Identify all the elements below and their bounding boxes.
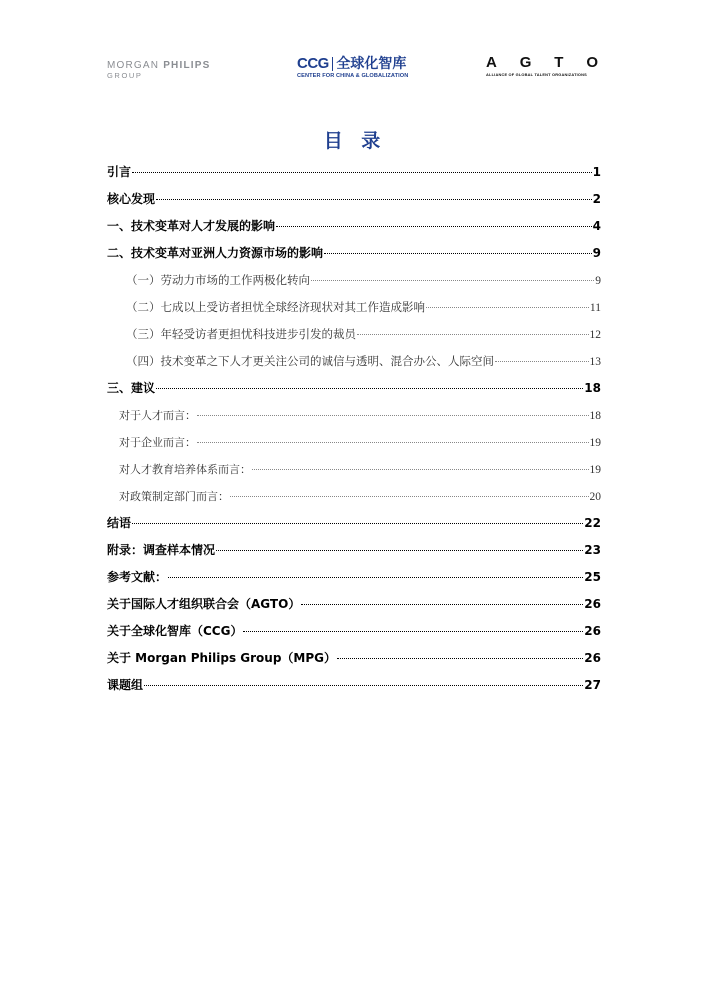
toc-entry-page-number: 9 [595,275,601,287]
toc-entry-label: （二）七成以上受访者担忧全球经济现状对其工作造成影响 [126,300,425,314]
toc-entry-label: 三、建议 [107,381,156,395]
toc-entry-label: 一、技术变革对人才发展的影响 [107,219,276,233]
ccg-logo-english: CENTER FOR CHINA & GLOBALIZATION [297,73,409,79]
toc-entry-page-number: 18 [589,410,601,422]
ccg-logo [297,56,408,80]
ccg-logo-divider [332,57,334,71]
toc-dot-leader [337,658,583,659]
toc-dot-leader [197,442,589,443]
toc-entry-label: 对于人才而言： [119,409,196,422]
toc-entry-label: 关于国际人才组织联合会（AGTO） [107,597,301,611]
toc-entry[interactable] [107,537,601,564]
toc-entry-label: 引言 [107,165,132,179]
agto-logo-fullname: ALLIANCE OF GLOBAL TALENT ORGANIZATIONS [486,72,587,77]
toc-entry-page-number: 12 [589,329,601,341]
toc-dot-leader [495,361,589,362]
toc-entry-page-number: 4 [592,219,601,233]
toc-entry[interactable] [107,510,601,537]
toc-entry[interactable] [107,564,601,591]
toc-entry-page-number: 11 [589,302,601,314]
toc-entry[interactable] [107,240,601,267]
toc-dot-leader [197,415,589,416]
agto-logo-letter: G [519,54,532,71]
toc-entry-page-number: 27 [584,678,601,692]
toc-entry-page-number: 23 [584,543,601,557]
toc-entry-label: 课题组 [107,678,144,692]
toc-entry-label: 关于 Morgan Philips Group（MPG） [107,651,337,665]
ccg-logo-abbr: CCG [297,55,329,72]
toc-dot-leader [132,172,592,173]
toc-entry[interactable] [107,267,601,294]
toc-dot-leader [276,226,592,227]
toc-entry-page-number: 18 [584,381,601,395]
toc-dot-leader [357,334,589,335]
toc-entry-label: 对政策制定部门而言： [119,490,229,503]
toc-entry[interactable] [107,402,601,429]
toc-entry[interactable] [107,321,601,348]
toc-entry-page-number: 20 [589,491,601,503]
header-logos [0,52,710,84]
toc-entry-page-number: 22 [584,516,601,530]
toc-entry-label: 对于企业而言： [119,436,196,449]
morgan-philips-logo [107,61,210,80]
toc-dot-leader [156,199,592,200]
toc-entry-label: 对人才教育培养体系而言： [119,463,251,476]
toc-dot-leader [426,307,589,308]
toc-entry-label: 附录：调查样本情况 [107,543,216,557]
toc-entry-label: 关于全球化智库（CCG） [107,624,243,638]
toc-entry-page-number: 19 [589,464,601,476]
mp-logo-word-philips: PHILIPS [163,60,211,71]
mp-logo-word-group: GROUP [107,71,143,80]
toc-entry[interactable] [107,186,601,213]
toc-dot-leader [324,253,592,254]
toc-dot-leader [301,604,583,605]
toc-dot-leader [311,280,594,281]
toc-entry[interactable] [107,618,601,645]
toc-entry[interactable] [107,294,601,321]
toc-entry-label: （一）劳动力市场的工作两极化转向 [126,273,310,287]
ccg-logo-chinese: 全球化智库 [336,56,407,72]
toc-entry[interactable] [107,159,601,186]
toc-entry-label: 结语 [107,516,132,530]
toc-entry[interactable] [107,591,601,618]
toc-entry-page-number: 25 [584,570,601,584]
toc-entry-label: （三）年轻受访者更担忧科技进步引发的裁员 [126,327,356,341]
toc-entry[interactable] [107,429,601,456]
mp-logo-word-morgan: MORGAN [107,60,160,71]
toc-entry-label: 核心发现 [107,192,156,206]
table-of-contents [107,159,601,699]
toc-entry[interactable] [107,456,601,483]
toc-entry-page-number: 26 [584,624,601,638]
toc-entry-page-number: 2 [592,192,601,206]
toc-entry-page-number: 26 [584,597,601,611]
toc-dot-leader [252,469,589,470]
agto-logo-letter: O [586,54,598,71]
toc-entry-page-number: 19 [589,437,601,449]
toc-dot-leader [144,685,583,686]
agto-logo-letter: A [486,54,497,71]
toc-dot-leader [132,523,583,524]
toc-title: 目 录 [323,130,387,152]
toc-entry[interactable] [107,483,601,510]
toc-entry[interactable] [107,672,601,699]
toc-entry[interactable] [107,645,601,672]
toc-entry-label: （四）技术变革之下人才更关注公司的诚信与透明、混合办公、人际空间 [126,354,494,368]
toc-entry[interactable] [107,375,601,402]
agto-logo-letter: T [554,54,564,71]
toc-entry-page-number: 1 [592,165,601,179]
toc-entry-label: 参考文献： [107,570,168,584]
toc-entry-label: 二、技术变革对亚洲人力资源市场的影响 [107,246,324,260]
toc-dot-leader [156,388,583,389]
toc-dot-leader [216,550,583,551]
toc-entry[interactable] [107,213,601,240]
toc-dot-leader [243,631,583,632]
agto-logo [486,55,598,77]
toc-entry[interactable] [107,348,601,375]
toc-entry-page-number: 26 [584,651,601,665]
toc-dot-leader [230,496,589,497]
toc-dot-leader [168,577,583,578]
toc-entry-page-number: 13 [589,356,601,368]
toc-entry-page-number: 9 [592,246,601,260]
